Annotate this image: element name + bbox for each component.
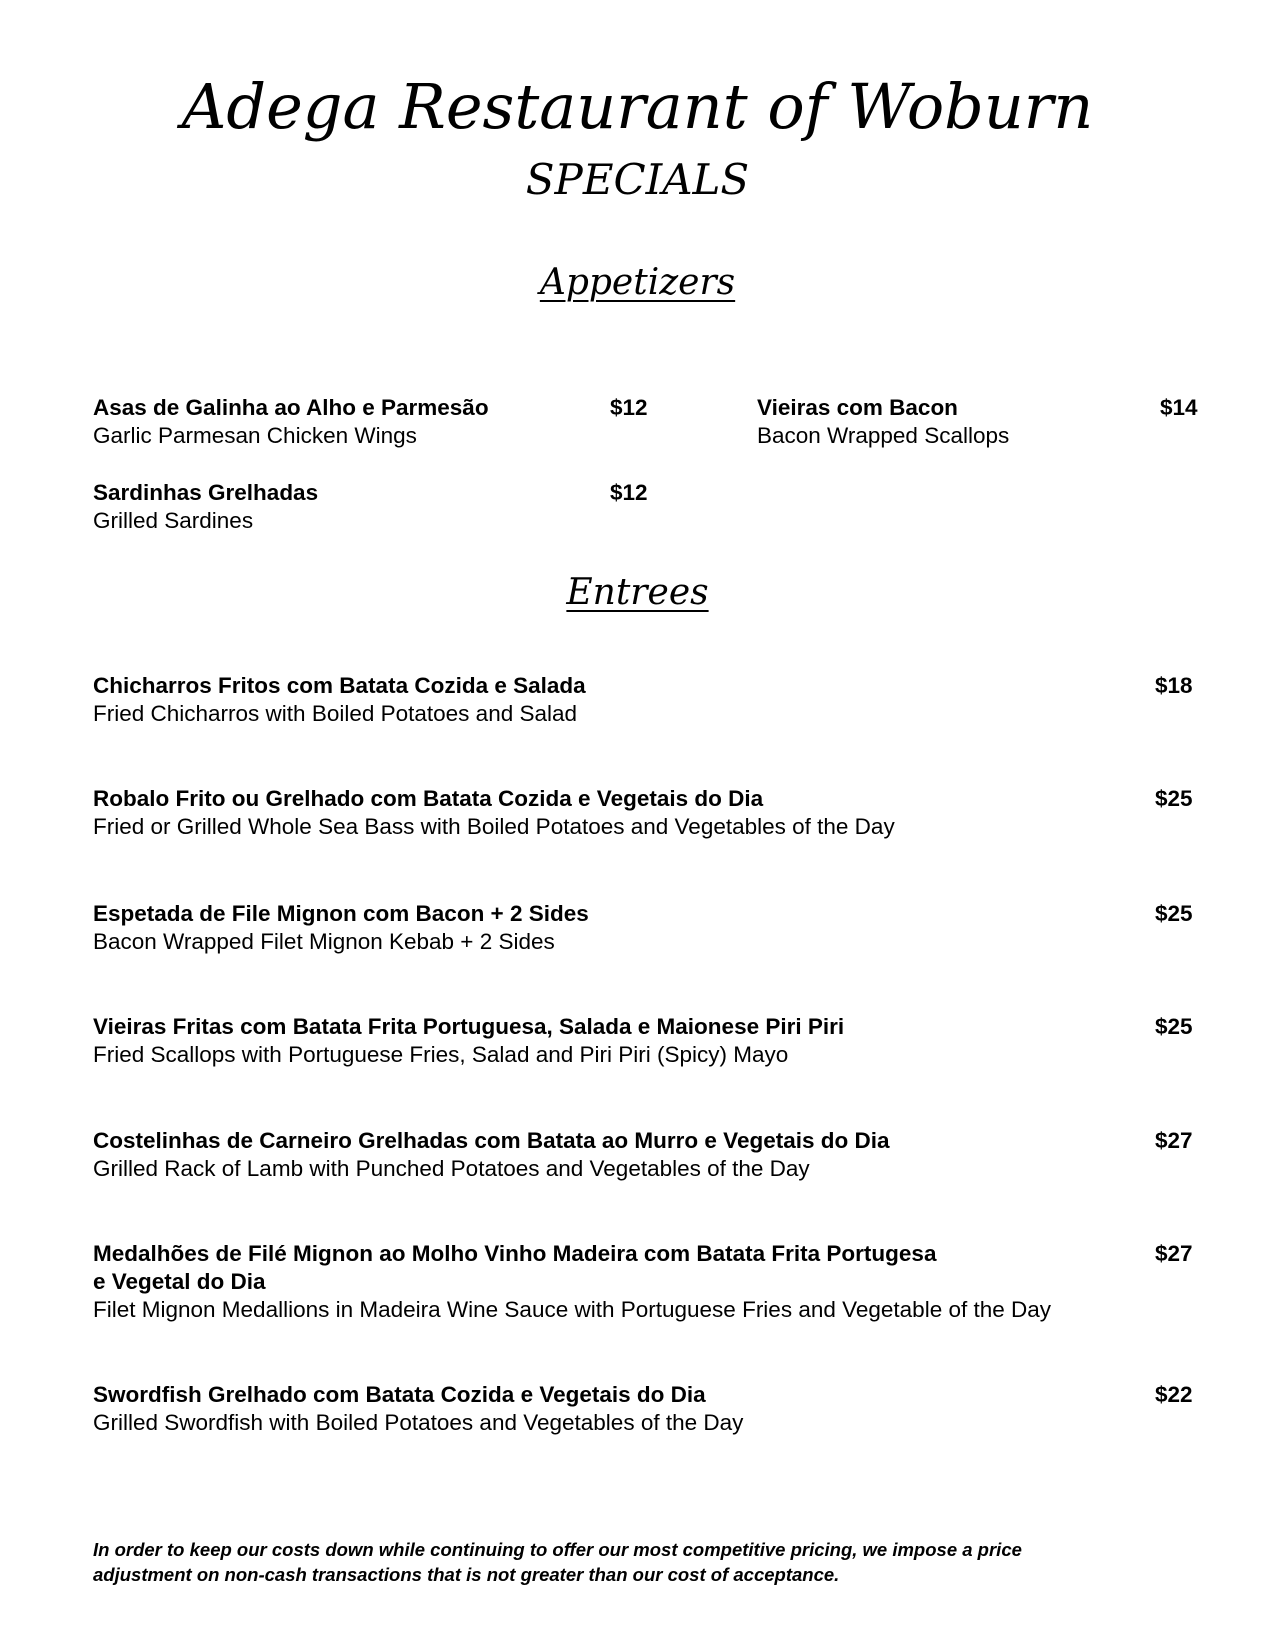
item-name: Swordfish Grelhado com Batata Cozida e Vegetais do Dia [93,1382,706,1407]
item-price: $12 [610,480,648,505]
item-price: $14 [1160,395,1198,420]
item-name: Vieiras com Bacon [757,395,958,420]
notice-line: adjustment on non-cash transactions that is not greater than our cost of acceptance. [93,1564,840,1585]
item-price: $25 [1155,786,1193,811]
item-description: Grilled Swordfish with Boiled Potatoes and Vegetables of the Day [93,1410,744,1435]
item-price: $18 [1155,673,1193,698]
item-description: Bacon Wrapped Scallops [757,423,1010,448]
item-price: $25 [1155,901,1193,926]
appetizers-heading-text: Appetizers [539,262,736,303]
appetizer-item [93,479,318,535]
item-price: $22 [1155,1382,1193,1407]
item-name: Espetada de File Mignon com Bacon + 2 Sides [93,901,589,926]
item-description: Fried or Grilled Whole Sea Bass with Boiled Potatoes and Vegetables of the Day [93,814,895,839]
payment-notice [93,1537,1193,1587]
item-name: Robalo Frito ou Grelhado com Batata Cozida e Vegetais do Dia [93,786,764,811]
entree-item [93,785,895,841]
entree-item [93,1240,1051,1324]
appetizer-item [757,394,1009,450]
entrees-heading-text: Entrees [566,572,709,613]
entree-item [93,1127,890,1183]
entree-item [93,1013,844,1069]
item-name: Sardinhas Grelhadas [93,480,319,505]
appetizer-item [93,394,489,450]
item-price: $27 [1155,1128,1193,1153]
item-description: Fried Scallops with Portuguese Fries, Salad and Piri Piri (Spicy) Mayo [93,1042,789,1067]
entree-item [93,900,589,956]
item-name: Medalhões de Filé Mignon ao Molho Vinho Madeira com Batata Frita Portugesa [93,1241,937,1266]
item-name: Costelinhas de Carneiro Grelhadas com Batata ao Murro e Vegetais do Dia [93,1128,890,1153]
appetizers-heading [0,262,1275,304]
entrees-heading [0,572,1275,614]
item-description: Grilled Rack of Lamb with Punched Potatoes and Vegetables of the Day [93,1156,810,1181]
item-description: Garlic Parmesan Chicken Wings [93,423,417,448]
entree-item [93,1381,743,1437]
item-description: Grilled Sardines [93,508,254,533]
entree-item [93,672,586,728]
item-price: $27 [1155,1241,1193,1266]
item-name: Chicharros Fritos com Batata Cozida e Salada [93,673,586,698]
item-name: Asas de Galinha ao Alho e Parmesão [93,395,489,420]
item-description: Bacon Wrapped Filet Mignon Kebab + 2 Sides [93,929,555,954]
restaurant-title: Adega Restaurant of Woburn [181,70,1094,143]
notice-line: In order to keep our costs down while continuing to offer our most competitive pricing, we impose a price [93,1539,1022,1560]
item-name: Vieiras Fritas com Batata Frita Portuguesa, Salada e Maionese Piri Piri [93,1014,845,1039]
item-price: $12 [610,395,648,420]
item-description: Fried Chicharros with Boiled Potatoes and Salad [93,701,578,726]
item-description: Filet Mignon Medallions in Madeira Wine Sauce with Portuguese Fries and Vegetable of the Day [93,1297,1052,1322]
item-name-line2: e Vegetal do Dia [93,1269,266,1294]
specials-subtitle: SPECIALS [525,155,750,204]
item-price: $25 [1155,1014,1193,1039]
